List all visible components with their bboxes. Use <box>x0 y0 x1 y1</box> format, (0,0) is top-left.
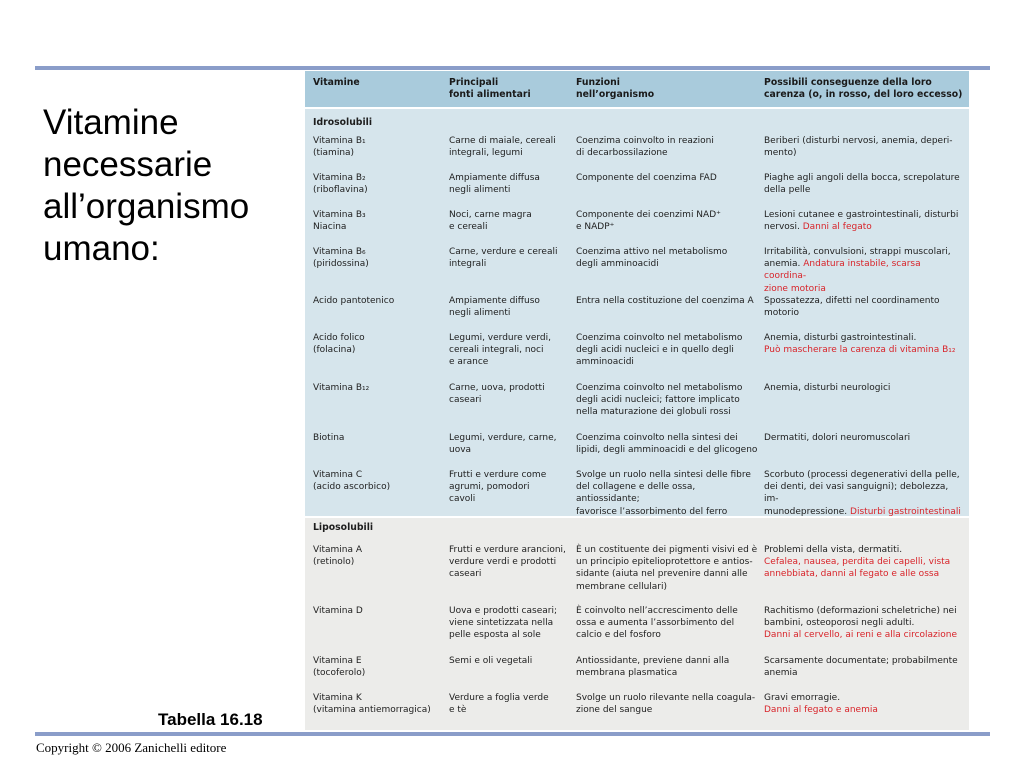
cell-text: Uova e prodotti caseari; viene sintetizzata nella pelle esposta al sole <box>449 606 557 641</box>
cell-text: È un costituente dei pigmenti visivi ed è un principio epitelioprotettore e antios- sidante (aiuta nel prevenire danni alle membrane cellulari) <box>576 545 758 592</box>
cell-text: Acido pantotenico <box>313 296 395 306</box>
excess-effect-text: Danni al cervello, ai reni e alla circolazione <box>764 630 958 641</box>
cell-c2 <box>449 544 571 581</box>
header-funzioni: Funzioni nell’organismo <box>576 77 655 100</box>
cell-text: Frutti e verdure come agrumi, pomodori cavoli <box>449 470 547 505</box>
cell-text: Scorbuto (processi degenerativi della pelle, dei denti, dei vasi sanguigni); debolezza, im- munodepressione. <box>764 470 960 517</box>
cell-c3 <box>576 246 760 270</box>
cell-text: Problemi della vista, dermatiti. <box>764 545 903 555</box>
cell-c3 <box>576 382 760 419</box>
cell-text: Vitamina B₁ (tiamina) <box>313 136 366 159</box>
header-separator <box>305 107 969 109</box>
cell-c2 <box>449 469 571 506</box>
cell-text: Gravi emorragie. <box>764 693 841 703</box>
excess-effect-text: Cefalea, nausea, perdita dei capelli, vista annebbiata, danni al fegato e alle ossa <box>764 557 951 580</box>
cell-c2 <box>449 172 571 196</box>
cell-text: Antiossidante, previene danni alla membrana plasmatica <box>576 656 730 679</box>
copyright-notice: Copyright © 2006 Zanichelli editore <box>36 740 227 755</box>
vitamin-table <box>305 71 969 730</box>
cell-text: Coenzima coinvolto in reazioni di decarbossilazione <box>576 136 714 159</box>
cell-c1 <box>313 692 443 716</box>
cell-text: Legumi, verdure, carne, uova <box>449 433 557 456</box>
cell-text: Vitamina A (retinolo) <box>313 545 363 568</box>
cell-c1 <box>313 544 443 568</box>
cell-text: Vitamina B₁₂ <box>313 383 370 393</box>
cell-c4 <box>764 172 964 196</box>
cell-text: Vitamina B₆ (piridossina) <box>313 247 369 270</box>
cell-text: Spossatezza, difetti nel coordinamento motorio <box>764 296 940 319</box>
cell-c1 <box>313 605 443 617</box>
cell-text: Carne, uova, prodotti caseari <box>449 383 545 406</box>
cell-c4 <box>764 209 964 233</box>
cell-c4 <box>764 295 964 319</box>
cell-text: Verdure a foglia verde e tè <box>449 693 549 716</box>
cell-c4 <box>764 692 964 716</box>
cell-text: Componente del coenzima FAD <box>576 173 717 183</box>
cell-c2 <box>449 332 571 369</box>
cell-c2 <box>449 209 571 233</box>
cell-c4 <box>764 605 964 642</box>
cell-text: Vitamina C (acido ascorbico) <box>313 470 391 493</box>
cell-text: Legumi, verdure verdi, cereali integrali, noci e arance <box>449 333 552 368</box>
cell-c4 <box>764 382 964 394</box>
cell-c2 <box>449 432 571 456</box>
cell-c4 <box>764 469 964 518</box>
table-header <box>305 71 969 107</box>
cell-c3 <box>576 209 760 233</box>
cell-c3 <box>576 172 760 184</box>
cell-c3 <box>576 544 760 593</box>
cell-c1 <box>313 332 443 356</box>
cell-text: È coinvolto nell’accrescimento delle ossa e aumenta l’assorbimento del calcio e del fosforo <box>576 606 738 641</box>
cell-c3 <box>576 469 760 518</box>
cell-text: Dermatiti, dolori neuromuscolari <box>764 433 911 443</box>
cell-text: Svolge un ruolo rilevante nella coagula- zione del sangue <box>576 693 756 716</box>
cell-text: Acido folico (folacina) <box>313 333 365 356</box>
cell-text: Vitamina B₂ (riboflavina) <box>313 173 368 196</box>
cell-text: Ampiamente diffusa negli alimenti <box>449 173 540 196</box>
header-fonti: Principali fonti alimentari <box>449 77 531 100</box>
excess-effect-text: Disturbi gastrointestinali <box>850 506 961 517</box>
cell-c3 <box>576 605 760 642</box>
cell-text: Carne, verdure e cereali integrali <box>449 247 558 270</box>
header-conseguenze: Possibili conseguenze della loro carenza (o, in rosso, del loro eccesso) <box>764 77 963 100</box>
cell-text: Ampiamente diffuso negli alimenti <box>449 296 540 319</box>
cell-text: Semi e oli vegetali <box>449 656 533 666</box>
cell-text: Vitamina D <box>313 606 363 616</box>
cell-c3 <box>576 332 760 369</box>
cell-c1 <box>313 382 443 394</box>
cell-c4 <box>764 655 964 679</box>
section-liposolubili: Liposolubili <box>313 522 374 533</box>
cell-text: Noci, carne magra e cereali <box>449 210 532 233</box>
cell-c2 <box>449 246 571 270</box>
cell-c2 <box>449 135 571 159</box>
cell-c3 <box>576 295 760 307</box>
cell-c3 <box>576 655 760 679</box>
excess-effect-text: Può mascherare la carenza di vitamina B₁₂ <box>764 345 956 356</box>
cell-text: Irritabilità, convulsioni, strappi muscolari, anemia. <box>764 247 951 270</box>
cell-text: Beriberi (disturbi nervosi, anemia, deperi- mento) <box>764 136 953 159</box>
cell-text: Biotina <box>313 433 345 443</box>
cell-c3 <box>576 135 760 159</box>
cell-c1 <box>313 432 443 444</box>
cell-text: Componente dei coenzimi NAD⁺ e NADP⁺ <box>576 210 721 233</box>
cell-c1 <box>313 135 443 159</box>
cell-text: Coenzima attivo nel metabolismo degli amminoacidi <box>576 247 728 270</box>
cell-text: Rachitismo (deformazioni scheletriche) nei bambini, osteoporosi negli adulti. <box>764 606 957 629</box>
cell-text: Lesioni cutanee e gastrointestinali, disturbi nervosi. <box>764 210 959 233</box>
bottom-divider <box>35 732 990 736</box>
cell-c1 <box>313 469 443 493</box>
cell-c2 <box>449 655 571 667</box>
cell-c4 <box>764 135 964 159</box>
cell-c2 <box>449 605 571 642</box>
cell-text: Svolge un ruolo nella sintesi delle fibre del collagene e delle ossa, antiossidante; favorisce l’assorbimento del ferro <box>576 470 751 517</box>
cell-c2 <box>449 295 571 319</box>
cell-c1 <box>313 209 443 233</box>
cell-c3 <box>576 432 760 456</box>
cell-text: Piaghe agli angoli della bocca, screpolature della pelle <box>764 173 960 196</box>
table-caption: Tabella 16.18 <box>158 710 263 729</box>
cell-c4 <box>764 246 964 295</box>
cell-text: Vitamina K (vitamina antiemorragica) <box>313 693 431 716</box>
cell-text: Frutti e verdure arancioni, verdure verdi e prodotti caseari <box>449 545 566 580</box>
cell-c4 <box>764 332 964 356</box>
cell-text: Coenzima coinvolto nel metabolismo degli acidi nucleici e in quello degli amminoacidi <box>576 333 743 368</box>
cell-text: Anemia, disturbi neurologici <box>764 383 891 393</box>
slide-title: Vitamine necessarie all’organismo umano: <box>43 103 250 268</box>
cell-text: Scarsamente documentate; probabilmente anemia <box>764 656 958 679</box>
cell-c3 <box>576 692 760 716</box>
cell-text: Coenzima coinvolto nel metabolismo degli acidi nucleici; fattore implicato nella maturazione dei globuli rossi <box>576 383 743 418</box>
header-vitamine: Vitamine <box>313 77 360 88</box>
cell-c1 <box>313 172 443 196</box>
cell-c4 <box>764 544 964 581</box>
section-idrosolubili: Idrosolubili <box>313 117 373 128</box>
cell-c2 <box>449 382 571 406</box>
cell-c2 <box>449 692 571 716</box>
cell-text: Vitamina B₃ Niacina <box>313 210 366 233</box>
excess-effect-text: Danni al fegato e anemia <box>764 705 878 716</box>
cell-c4 <box>764 432 964 444</box>
cell-c1 <box>313 655 443 679</box>
cell-text: Carne di maiale, cereali integrali, legumi <box>449 136 556 159</box>
cell-text: Vitamina E (tocoferolo) <box>313 656 366 679</box>
excess-effect-text: Andatura instabile, scarsa coordina- zione motoria <box>764 259 921 294</box>
cell-c1 <box>313 295 443 307</box>
cell-text: Anemia, disturbi gastrointestinali. <box>764 333 917 343</box>
excess-effect-text: Danni al fegato <box>802 222 872 233</box>
cell-text: Entra nella costituzione del coenzima A <box>576 296 754 306</box>
top-divider <box>35 66 990 70</box>
cell-c1 <box>313 246 443 270</box>
cell-text: Coenzima coinvolto nella sintesi dei lipidi, degli amminoacidi e del glicogeno <box>576 433 758 456</box>
